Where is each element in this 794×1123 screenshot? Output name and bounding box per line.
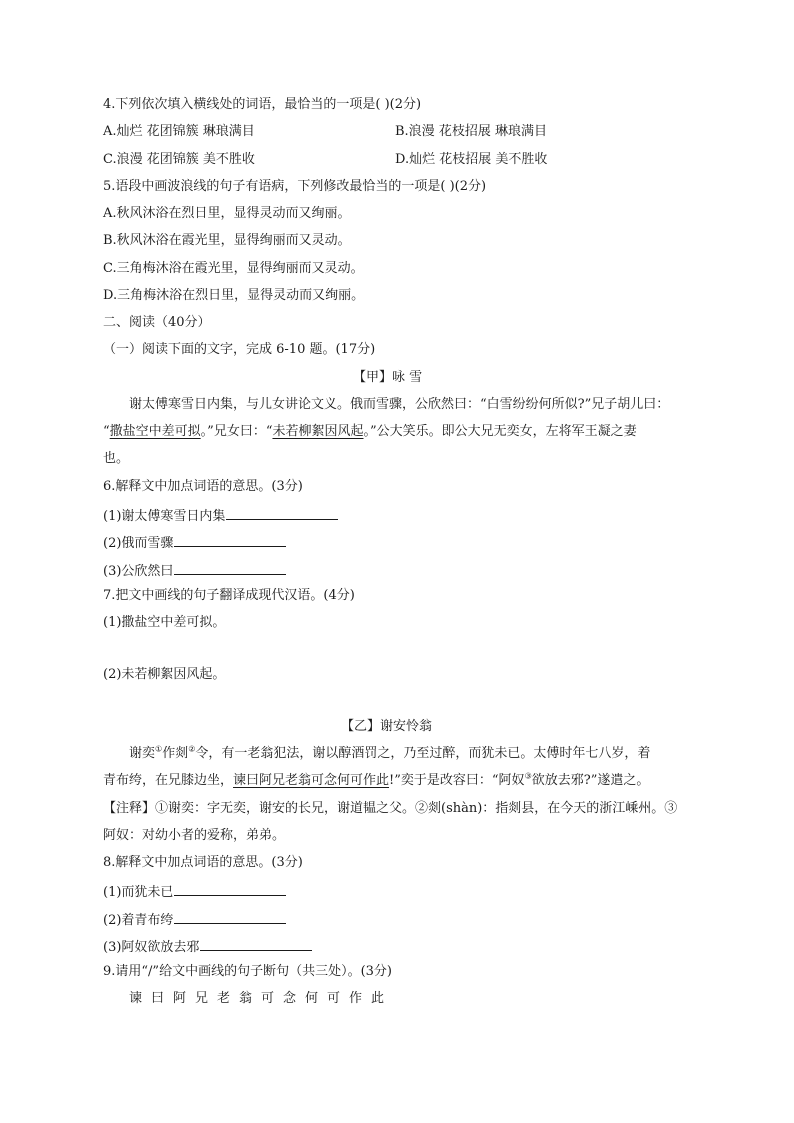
answer-blank[interactable] bbox=[174, 560, 286, 575]
q5-option-b: B.秋风沐浴在霞光里，显得绚丽而又灵动。 bbox=[103, 233, 351, 248]
q7-item-2: (2)未若柳絮因风起。 bbox=[103, 667, 226, 682]
q4-option-c: C.浪漫 花团锦簇 美不胜收 bbox=[103, 152, 255, 167]
q5-option-a: A.秋风沐浴在烈日里，显得灵动而又绚丽。 bbox=[103, 206, 351, 221]
q8-item-2-text: (2)着青布绔 bbox=[103, 913, 174, 928]
passage-a-line-3: 也。 bbox=[103, 451, 130, 466]
q4-option-a: A.灿烂 花团锦簇 琳琅满目 bbox=[103, 124, 255, 139]
q6-item-1 bbox=[103, 505, 338, 523]
passage-b-text: 谢奕 bbox=[129, 746, 156, 761]
q9-sentence[interactable]: 谏曰阿兄老翁可念何可作此 bbox=[129, 991, 394, 1006]
q7-stem: 7.把文中画线的句子翻译成现代汉语。(4分) bbox=[103, 588, 355, 603]
passage-b-text: 令，有一老翁犯法，谢以醇酒罚之，乃至过醉，而犹未已。太傅时年七八岁，着 bbox=[195, 746, 651, 761]
q8-item-3 bbox=[103, 936, 312, 954]
note-line-2: 阿奴：对幼小者的爱称，弟弟。 bbox=[103, 828, 286, 843]
note-line-1: 【注释】①谢奕：字无奕，谢安的长兄，谢道韫之父。②剡(shàn)：指剡县，在今天的浙江嵊州。③ bbox=[103, 801, 678, 816]
q6-item-2-text: (2)俄而雪骤 bbox=[103, 536, 174, 551]
footnote-marker-2: ② bbox=[188, 744, 196, 754]
passage-a-line-2 bbox=[103, 423, 637, 441]
underlined-sentence-1: 撒盐空中差可拟 bbox=[109, 424, 201, 439]
q5-stem: 5.语段中画波浪线的句子有语病，下列修改最恰当的一项是( )(2分) bbox=[103, 179, 487, 194]
q5-option-c: C.三角梅沐浴在霞光里，显得绚丽而又灵动。 bbox=[103, 261, 364, 276]
passage-b-title: 【乙】谢安怜翁 bbox=[341, 719, 433, 734]
passage-b-text: 作剡 bbox=[162, 746, 189, 761]
footnote-marker-3: ③ bbox=[524, 771, 532, 781]
q8-item-1 bbox=[103, 881, 286, 899]
q6-item-2 bbox=[103, 532, 286, 550]
passage-b-line-1 bbox=[129, 745, 650, 763]
answer-blank[interactable] bbox=[174, 881, 286, 896]
q8-stem: 8.解释文中加点词语的意思。(3分) bbox=[103, 855, 303, 870]
q4-stem: 4.下列依次填入横线处的词语，最恰当的一项是( )(2分) bbox=[103, 97, 422, 112]
q6-item-1-text: (1)谢太傅寒雪日内集 bbox=[103, 509, 226, 524]
q4-option-d: D.灿烂 花枝招展 美不胜收 bbox=[395, 152, 548, 167]
underlined-sentence-3: 谏曰阿兄老翁可念何可作此 bbox=[233, 773, 390, 788]
passage-a-line-1: 谢太傅寒雪日内集，与儿女讲论文义。俄而雪骤，公欣然曰：“白雪纷纷何所似?”兄子胡儿曰： bbox=[129, 397, 670, 412]
passage-b-text: 欲放去邪?”遂遣之。 bbox=[531, 773, 650, 788]
q9-stem: 9.请用“/”给文中画线的句子断句（共三处）。(3分) bbox=[103, 964, 392, 979]
q8-item-1-text: (1)而犹未已 bbox=[103, 885, 174, 900]
q6-stem: 6.解释文中加点词语的意思。(3分) bbox=[103, 479, 303, 494]
passage-a-title: 【甲】咏 雪 bbox=[353, 370, 423, 385]
answer-blank[interactable] bbox=[200, 936, 312, 951]
underlined-sentence-2: 未若柳絮因风起 bbox=[272, 424, 364, 439]
subsection-heading: （一）阅读下面的文字，完成 6-10 题。(17分) bbox=[103, 342, 376, 357]
answer-blank[interactable] bbox=[174, 909, 286, 924]
passage-b-text: 青布绔，在兄膝边坐， bbox=[103, 773, 234, 788]
passage-a-line-2-mid: 。”兄女曰：“ bbox=[200, 424, 273, 439]
section-heading: 二、阅读（40分） bbox=[103, 315, 211, 330]
q5-option-d: D.三角梅沐浴在烈日里，显得灵动而又绚丽。 bbox=[103, 288, 365, 303]
q7-item-1: (1)撒盐空中差可拟。 bbox=[103, 615, 226, 630]
passage-a-line-2-end: 。”公大笑乐。即公大兄无奕女，左将军王凝之妻 bbox=[363, 424, 637, 439]
passage-b-line-2 bbox=[103, 772, 649, 790]
footnote-marker-1: ① bbox=[155, 744, 163, 754]
q4-option-b: B.浪漫 花枝招展 琳琅满目 bbox=[395, 124, 547, 139]
answer-blank[interactable] bbox=[174, 532, 286, 547]
q8-item-3-text: (3)阿奴欲放去邪 bbox=[103, 940, 200, 955]
q6-item-3-text: (3)公欣然曰 bbox=[103, 564, 174, 579]
answer-blank[interactable] bbox=[226, 505, 338, 520]
q6-item-3 bbox=[103, 560, 286, 578]
quote-open: “ bbox=[103, 424, 110, 439]
q8-item-2 bbox=[103, 909, 286, 927]
passage-b-text: !”奕于是改容曰：“阿奴 bbox=[389, 773, 525, 788]
